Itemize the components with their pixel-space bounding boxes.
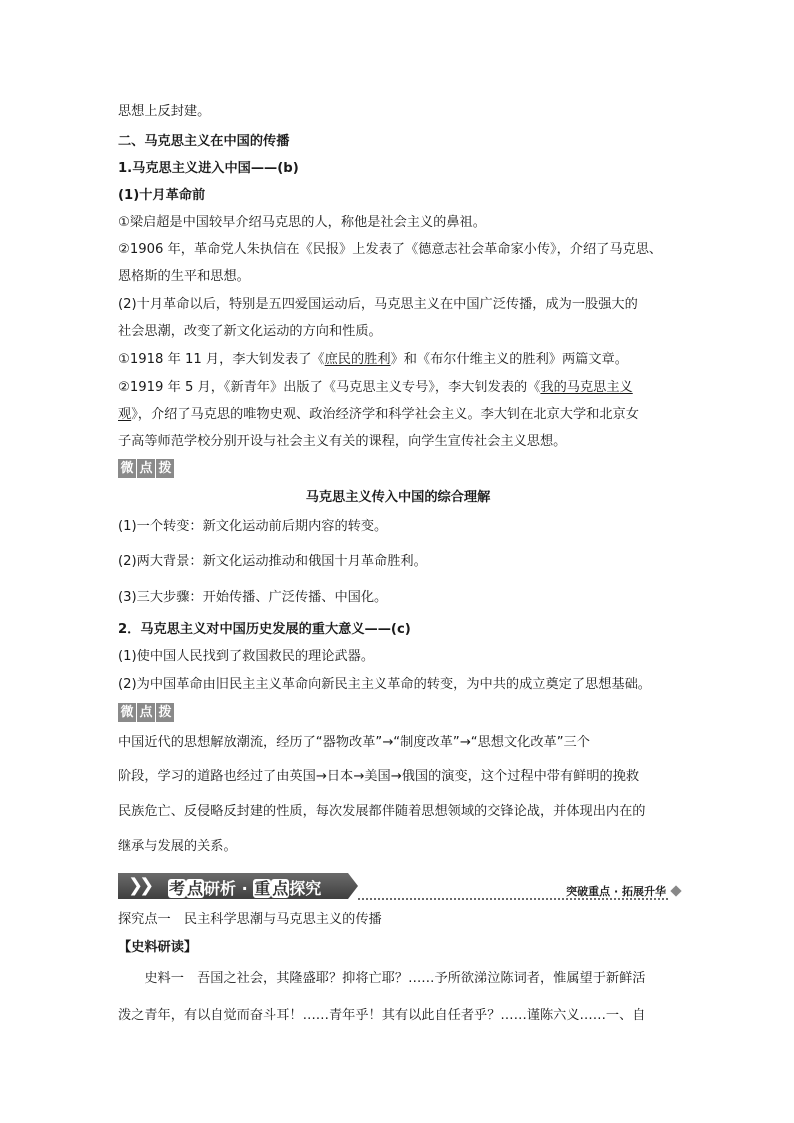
text-line: 子高等师范学校分别开设与社会主义有关的课程，向学生宣传社会主义思想。 (118, 434, 567, 449)
text-span: ①1918 年 11 月，李大钊发表了《 (118, 352, 325, 367)
badge-char: 微 (118, 703, 136, 722)
text-line: 泼之青年，有以自觉而奋斗耳！……青年乎！其有以此自任者乎？……谨陈六义……一、自 (118, 1008, 646, 1023)
text-line: (2)为中国革命由旧民主主义革命向新民主主义革命的转变，为中共的成立奠定了思想基础。 (118, 677, 651, 692)
underlined-title: 观 (118, 407, 132, 422)
subsection-heading: 1.马克思主义进入中国——(b) (118, 161, 299, 176)
banner-char: 点 (187, 879, 204, 898)
banner-text: 研析 · (204, 879, 254, 898)
badge-char: 点 (137, 459, 155, 478)
text-line: ②1906 年，革命党人朱执信在《民报》上发表了《德意志社会革命家小传》，介绍了马克思、 (118, 242, 663, 257)
text-line: 恩格斯的生平和思想。 (118, 269, 250, 284)
banner-text: 探究 (289, 879, 322, 898)
bracket-heading: 【史料研读】 (118, 940, 198, 955)
badge-char: 点 (137, 703, 155, 722)
text-line: 社会思潮，改变了新文化运动的方向和性质。 (118, 324, 382, 339)
text-line: ①梁启超是中国较早介绍马克思的人，称他是社会主义的鼻祖。 (118, 215, 486, 230)
subsection-heading: 2．马克思主义对中国历史发展的重大意义——(c) (118, 622, 411, 637)
banner-char: 重 (254, 879, 271, 898)
section-heading: 二、马克思主义在中国的传播 (118, 134, 290, 149)
banner-char: 考 (169, 879, 186, 898)
text-line: 中国近代的思想解放潮流，经历了“器物改革”→“制度改革”→“思想文化改革”三个 (118, 735, 590, 750)
note-item: (1)一个转变：新文化运动前后期内容的转变。 (118, 519, 388, 534)
banner-title (168, 876, 321, 899)
banner-char: 点 (272, 879, 289, 898)
text-line (118, 351, 628, 369)
sub-item-heading: (1)十月革命前 (118, 188, 206, 203)
note-title: 马克思主义传入中国的综合理解 (305, 490, 491, 505)
diamond-icon (670, 885, 681, 896)
badge-char: 拨 (156, 703, 174, 722)
underlined-title: 庶民的胜利 (324, 352, 391, 367)
section-banner (118, 873, 680, 901)
underlined-title: 我的马克思主义 (540, 380, 633, 395)
text-line: (2)十月革命以后，特别是五四爱国运动后，马克思主义在中国广泛传播，成为一股强大的 (118, 297, 638, 312)
badge-char: 拨 (156, 459, 174, 478)
text-line: 民族危亡、反侵略反封建的性质，每次发展都伴随着思想领域的交锋论战，并体现出内在的 (118, 804, 646, 819)
text-span: 》，介绍了马克思的唯物史观、政治经济学和科学社会主义。李大钊在北京大学和北京女 (131, 407, 639, 422)
text-line (118, 406, 639, 424)
text-span: ②1919 年 5 月，《新青年》出版了《马克思主义专号》，李大钊发表的《 (118, 380, 541, 395)
note-item: (3)三大步骤：开始传播、广泛传播、中国化。 (118, 590, 388, 605)
text-line (118, 379, 633, 397)
weidianbo-badge (118, 459, 175, 478)
text-line: 阶段，学习的道路也经过了由英国→日本→美国→俄国的演变，这个过程中带有鲜明的挽救 (118, 769, 640, 784)
badge-char: 微 (118, 459, 136, 478)
text-line: 史料一 吾国之社会，其隆盛耶？抑将亡耶？……予所欲涕泣陈词者，惟属望于新鲜活 (118, 971, 646, 986)
text-line: 继承与发展的关系。 (118, 839, 237, 854)
text-span: 》和《布尔什维主义的胜利》两篇文章。 (390, 352, 628, 367)
note-item: (2)两大背景：新文化运动推动和俄国十月革命胜利。 (118, 554, 427, 569)
double-chevron-icon: ❯❯ (128, 875, 151, 896)
explore-heading: 探究点一 民主科学思潮与马克思主义的传播 (118, 912, 382, 927)
text-line: (1)使中国人民找到了救国救民的理论武器。 (118, 649, 375, 664)
banner-right-text: 突破重点 · 拓展升华 (566, 885, 666, 898)
text-line: 思想上反封建。 (118, 104, 211, 119)
weidianbo-badge (118, 703, 175, 722)
